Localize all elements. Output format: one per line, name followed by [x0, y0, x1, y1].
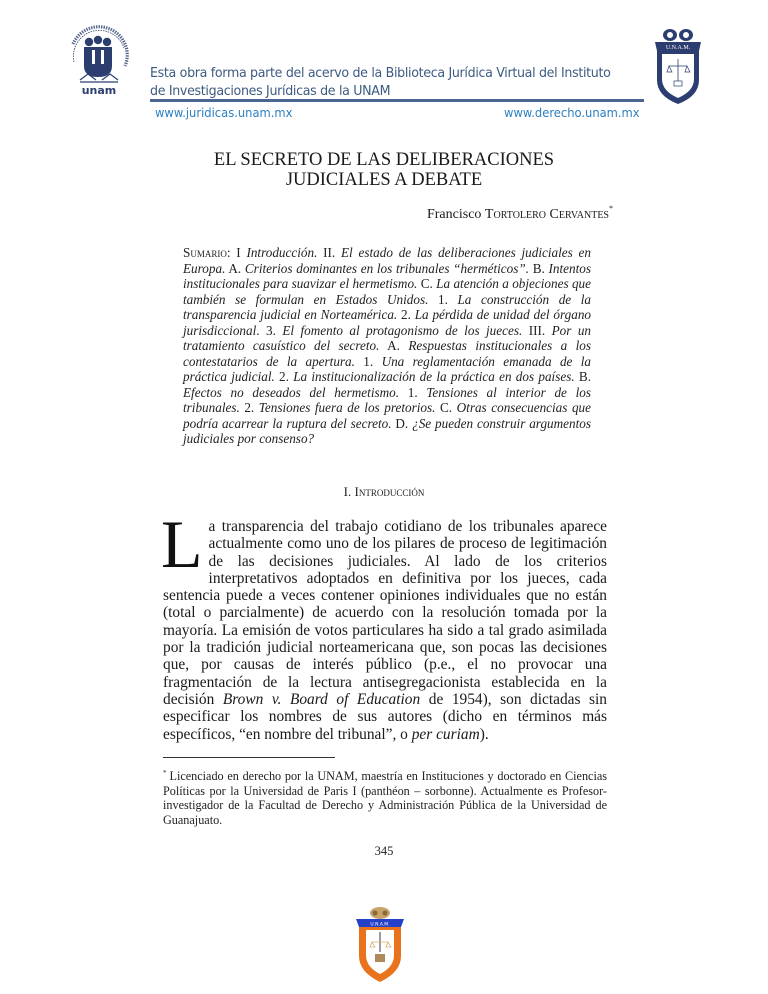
- toc-num: 2.: [274, 369, 294, 384]
- toc-item: La construcción de la transparencia judicial en Norteamérica.: [183, 291, 591, 322]
- facultad-derecho-shield-logo: [354, 906, 406, 986]
- author-first-name: Francisco: [426, 207, 485, 222]
- body-paragraph: [161, 506, 607, 743]
- page-number: 345: [374, 844, 394, 858]
- iij-logo-icon: [68, 22, 130, 98]
- body-text-part: ).: [479, 725, 489, 743]
- toc-item: Intentos institucionales para suavizar el hermetismo.: [183, 260, 592, 291]
- author-last-name: Tortolero Cervantes: [484, 207, 609, 222]
- toc-num: 1.: [399, 384, 427, 400]
- toc-item: Introducción.: [246, 245, 318, 260]
- author-name: [427, 204, 613, 223]
- toc-num: C.: [417, 276, 437, 291]
- toc-item: Tensiones fuera de los pretorios.: [258, 400, 436, 415]
- section-title: Introducción: [354, 484, 425, 499]
- latin-term: per curiam: [411, 725, 480, 743]
- svg-text:U.N.A.M.: U.N.A.M.: [370, 922, 390, 928]
- toc-num: 2.: [239, 400, 259, 415]
- toc-num: III.: [522, 322, 552, 338]
- toc-num: A.: [225, 260, 245, 276]
- toc-item: La institucionalización de la práctica en dos países.: [293, 369, 575, 384]
- footnote: [163, 766, 607, 827]
- juridicas-link[interactable]: www.juridicas.unam.mx: [155, 106, 293, 121]
- toc-item: La pérdida de unidad del órgano jurisdiccional: [183, 307, 592, 338]
- body-text-part: de 1954), son dictadas sin especificar los nombres de sus autores (dicho en términos más específicos, “en nombre del tribunal”, o: [163, 690, 607, 743]
- toc-item: Una reglamentación emanada de la práctica judicial.: [183, 353, 592, 384]
- toc-item: El fomento al protagonismo de los jueces.: [282, 322, 523, 338]
- toc-num: D.: [391, 415, 413, 431]
- footnote-text: Licenciado en derecho por la UNAM, maestría en Instituciones y doctorado en Ciencias Políticas por la Universidad de Paris I (panthéon – sorbonne). Actualmente es Profesor-investigador de la Facultad de Derecho y Administración Pública de la Universidad de Guanajuato.: [163, 769, 607, 827]
- title-line-2: JUDICIALES A DEBATE: [285, 170, 483, 190]
- toc-num: B.: [529, 260, 549, 276]
- shield-icon: [354, 906, 406, 986]
- toc-num: 1.: [354, 353, 382, 369]
- iij-unam-logo: [68, 22, 130, 98]
- banner-line-1: Esta obra forma parte del acervo de la Biblioteca Jurídica Virtual del Instituto: [150, 65, 611, 81]
- toc-item: Otras consecuencias que podría acarrear la ruptura del secreto.: [183, 400, 592, 431]
- toc-num: 2.: [397, 307, 415, 322]
- toc-num: . 3.: [256, 322, 283, 338]
- toc-item: ¿Se pueden construir argumentos judiciales por consenso?: [183, 415, 591, 446]
- toc-num: A.: [379, 338, 409, 353]
- body-text-part: a transparencia del trabajo cotidiano de los tribunales aparece actualmente como uno de los pilares de proceso de legitimación de las decisiones judiciales. Al lado de los criterios interpretativos adoptados en definitiva por los jueces, cada sentencia puede a veces contener opiniones individuales que no están (total o parcialmente) de acuerdo con la resolución tomada por la mayoría. La emisión de votos particulares ha sido a tal grado asimilada por la tradición judicial norteamericana que, son pocas las decisiones que, por causas de interés público (p.e., el no provocar una fragmentación de la lectura antisegregacionista establecida en la decisión: [163, 518, 607, 708]
- toc-item: Criterios dominantes en los tribunales “herméticos”.: [244, 260, 530, 276]
- toc-num: B.: [574, 369, 591, 384]
- article-title: [0, 150, 768, 190]
- title-line-1: EL SECRETO DE LAS DELIBERACIONES: [213, 150, 555, 170]
- toc-item: El estado de las deliberaciones judiciales en Europa.: [183, 245, 591, 276]
- banner-line-2: de Investigaciones Jurídicas de la UNAM: [150, 83, 391, 99]
- case-citation: Brown v. Board of Education: [222, 690, 421, 708]
- toc-item: Por un tratamiento casuístico del secreto.: [183, 322, 592, 353]
- drop-cap: L: [161, 506, 203, 582]
- svg-text:U.N.A.M.: U.N.A.M.: [665, 45, 691, 51]
- footnote-divider: [163, 757, 335, 758]
- toc-num: 1.: [428, 291, 458, 307]
- banner-divider: [150, 99, 644, 102]
- toc-num: C.: [435, 400, 457, 415]
- banner-text: [150, 64, 611, 100]
- toc-item: Respuestas institucionales a los contestatarios de la apertura.: [183, 338, 591, 369]
- table-of-contents-summary: [183, 245, 591, 447]
- svg-text:unam: unam: [81, 84, 117, 97]
- toc-num: I: [230, 245, 247, 260]
- section-heading-introduccion: [0, 484, 768, 500]
- sumario-label: Sumario:: [183, 245, 231, 260]
- section-number: I.: [343, 484, 355, 499]
- toc-item: La atención a objeciones que también se formulan en Estados Unidos.: [183, 276, 591, 307]
- derecho-link[interactable]: www.derecho.unam.mx: [504, 106, 640, 121]
- unam-derecho-shield-logo: [652, 26, 704, 106]
- shield-icon: [652, 26, 704, 106]
- toc-item: Tensiones al interior de los tribunales.: [183, 384, 591, 415]
- author-footnote-mark[interactable]: *: [609, 204, 613, 213]
- toc-item: Efectos no deseados del hermetismo.: [183, 384, 400, 400]
- toc-num: II.: [317, 245, 341, 260]
- footnote-mark: *: [163, 769, 167, 777]
- header-banner: [0, 0, 768, 120]
